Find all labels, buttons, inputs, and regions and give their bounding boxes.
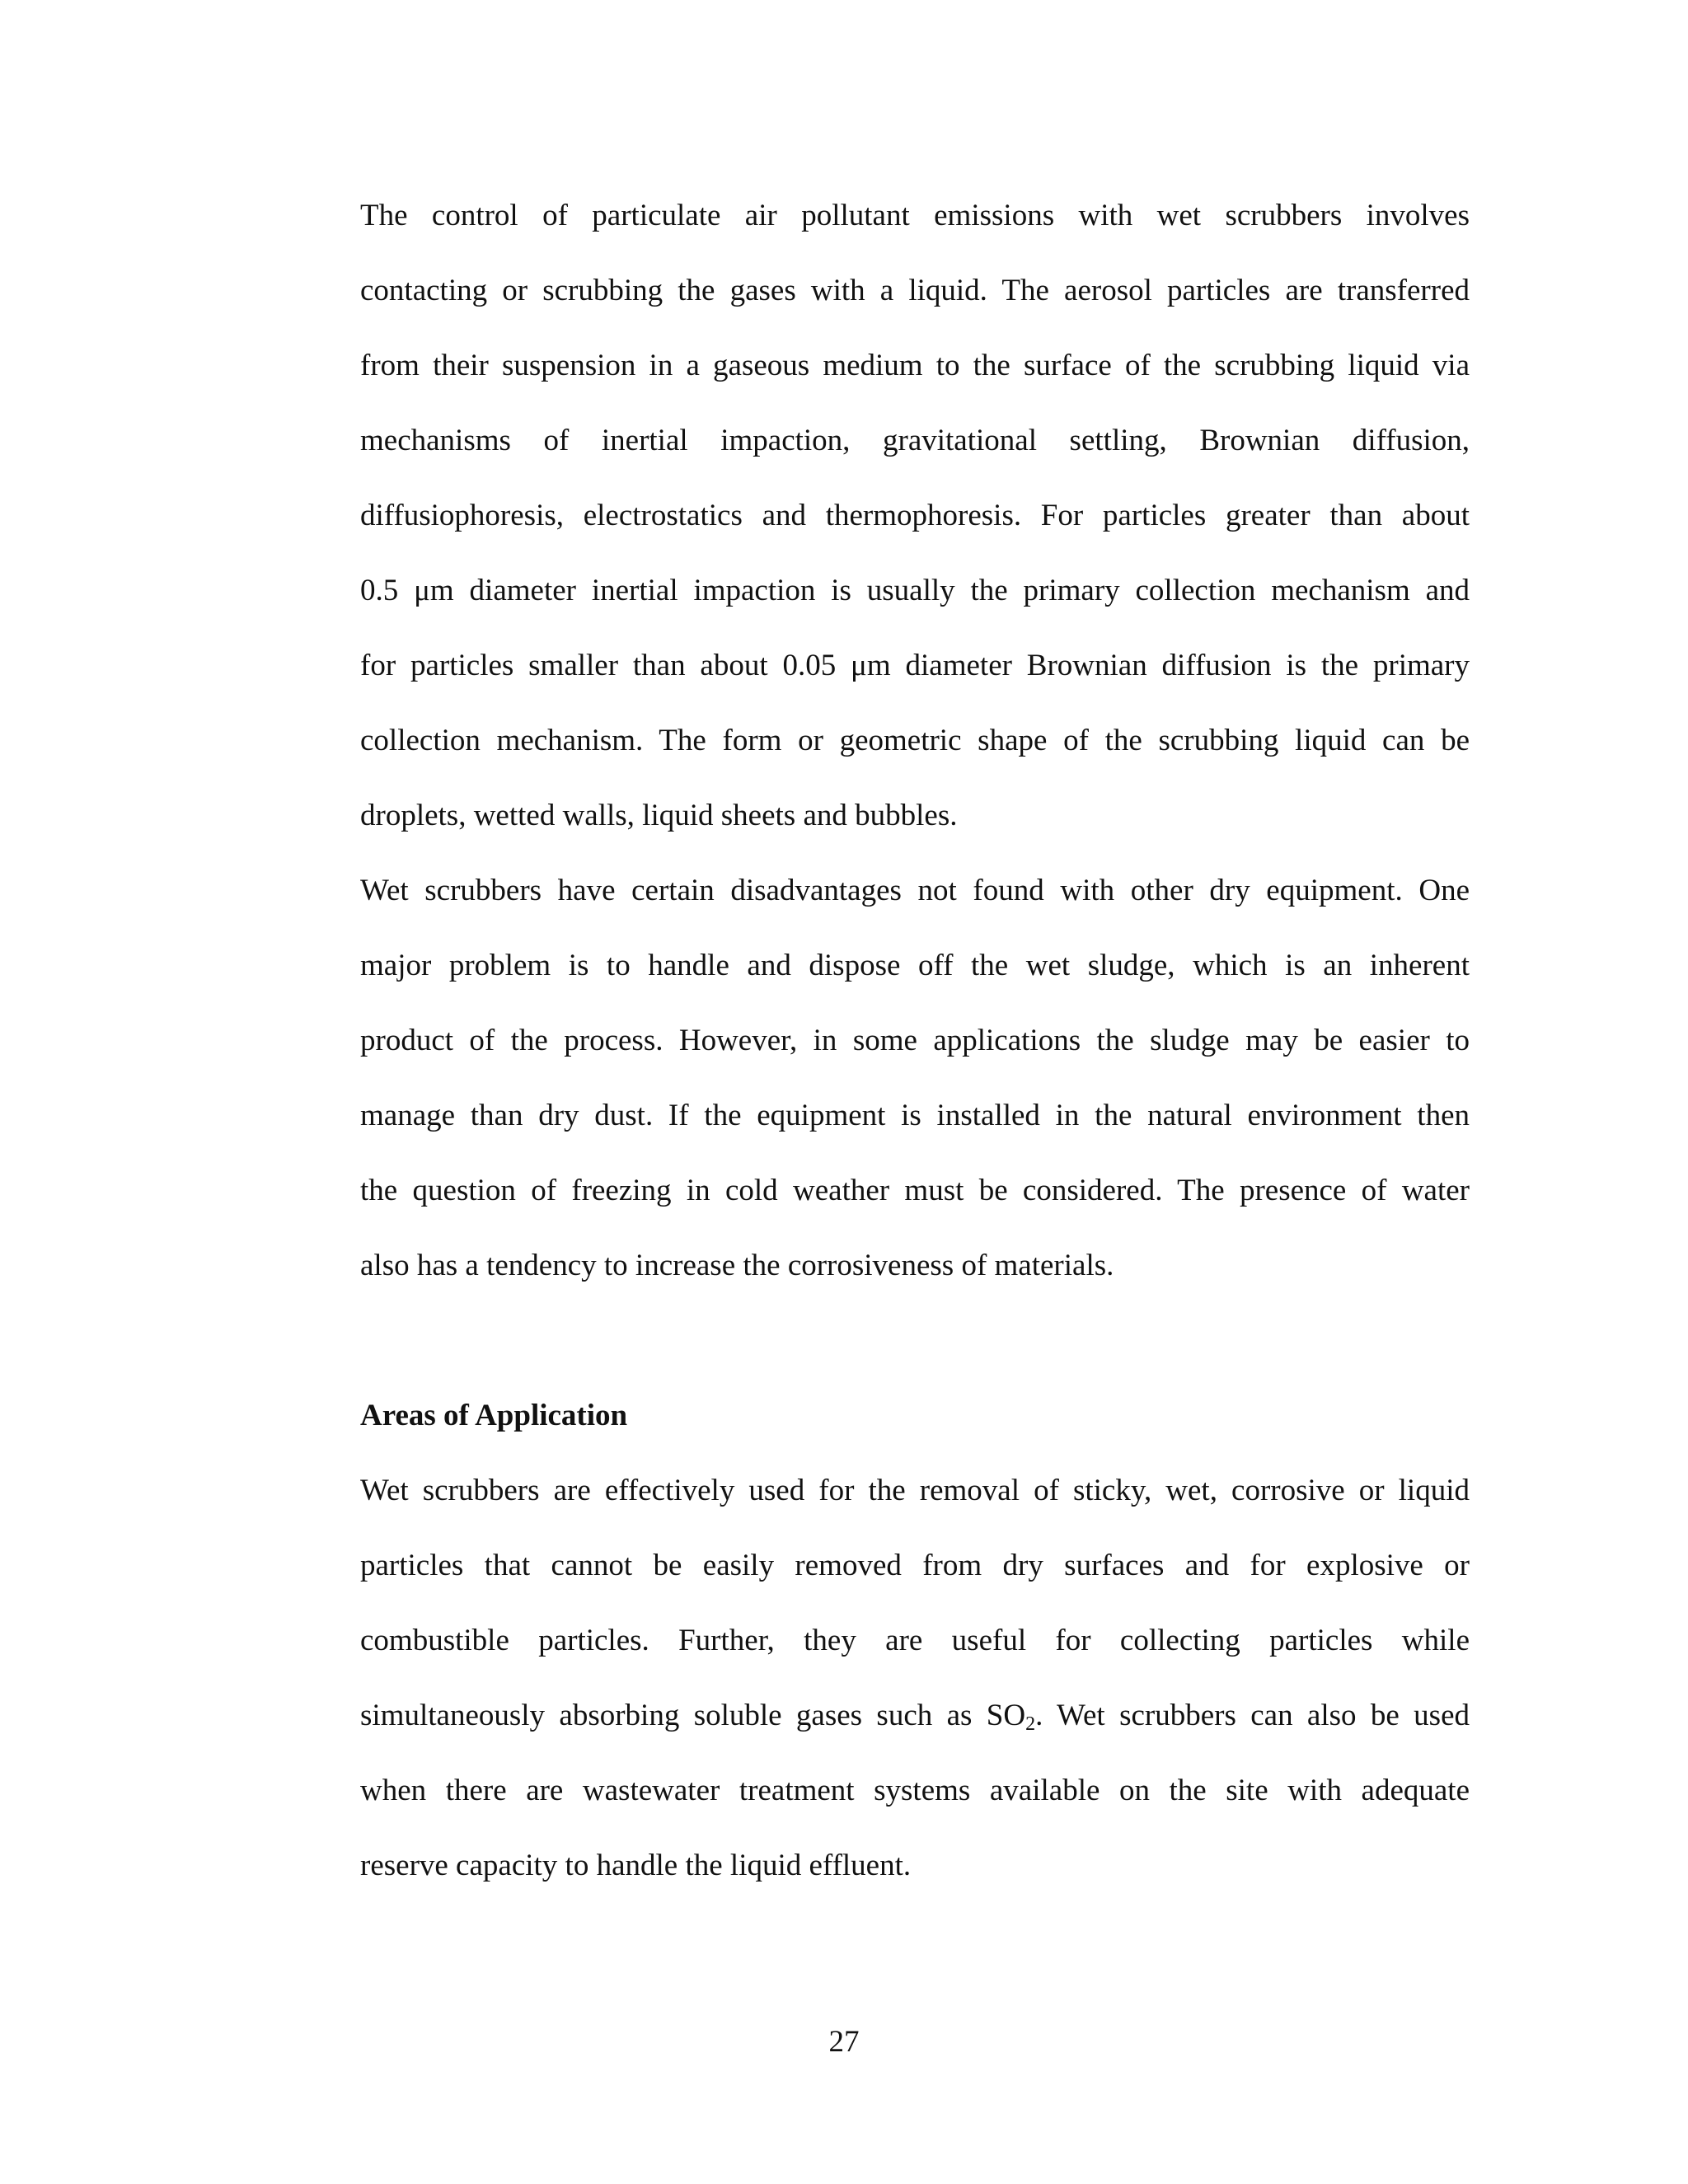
paragraph-1-line: 0.5 μm diameter inertial impaction is usually the primary collection mechanism and bbox=[360, 574, 1470, 607]
paragraph-3-line: combustible particles. Further, they are useful for collecting particles while bbox=[360, 1624, 1470, 1657]
paragraph-1-line: droplets, wetted walls, liquid sheets and bubbles. bbox=[360, 799, 958, 832]
paragraph-3-line-with-subscript bbox=[360, 1678, 1470, 1753]
paragraph-1 bbox=[360, 178, 1470, 853]
paragraph-1-line: contacting or scrubbing the gases with a liquid. The aerosol particles are transferred bbox=[360, 274, 1470, 307]
paragraph-2-line: also has a tendency to increase the corrosiveness of materials. bbox=[360, 1249, 1114, 1282]
paragraph-1-line: collection mechanism. The form or geometric shape of the scrubbing liquid can be bbox=[360, 724, 1470, 757]
paragraph-1-line: The control of particulate air pollutant emissions with wet scrubbers involves bbox=[360, 199, 1470, 232]
paragraph-1-line: for particles smaller than about 0.05 μm diameter Brownian diffusion is the primary bbox=[360, 649, 1470, 682]
so2-subscript: 2 bbox=[1025, 1713, 1036, 1735]
line-4-continuation: . Wet scrubbers can also be used bbox=[1035, 1699, 1470, 1732]
paragraph-2-line: the question of freezing in cold weather must be considered. The presence of water bbox=[360, 1174, 1470, 1207]
paragraph-1-line: diffusiophoresis, electrostatics and thermophoresis. For particles greater than about bbox=[360, 499, 1470, 532]
paragraph-3 bbox=[360, 1453, 1470, 1903]
section-heading: Areas of Application bbox=[360, 1399, 628, 1432]
paragraph-3-line: Wet scrubbers are effectively used for the removal of sticky, wet, corrosive or liquid bbox=[360, 1474, 1470, 1507]
paragraph-3-line: particles that cannot be easily removed from dry surfaces and for explosive or bbox=[360, 1549, 1470, 1582]
paragraph-2-line: manage than dry dust. If the equipment is installed in the natural environment then bbox=[360, 1099, 1470, 1132]
paragraph-3-line: when there are wastewater treatment systems available on the site with adequate bbox=[360, 1774, 1470, 1807]
paragraph-2-line: Wet scrubbers have certain disadvantages not found with other dry equipment. One bbox=[360, 874, 1470, 907]
paragraph-2-line: product of the process. However, in some applications the sludge may be easier to bbox=[360, 1024, 1470, 1057]
paragraph-2-line: major problem is to handle and dispose off the wet sludge, which is an inherent bbox=[360, 949, 1470, 982]
paragraph-1-line: mechanisms of inertial impaction, gravitational settling, Brownian diffusion, bbox=[360, 424, 1470, 457]
page-number: 27 bbox=[828, 2025, 860, 2059]
paragraph-1-line: from their suspension in a gaseous medium to the surface of the scrubbing liquid via bbox=[360, 349, 1470, 382]
paragraph-2 bbox=[360, 853, 1470, 1303]
paragraph-3-line: reserve capacity to handle the liquid effluent. bbox=[360, 1849, 912, 1882]
so2-text: simultaneously absorbing soluble gases such as SO bbox=[360, 1699, 1026, 1732]
